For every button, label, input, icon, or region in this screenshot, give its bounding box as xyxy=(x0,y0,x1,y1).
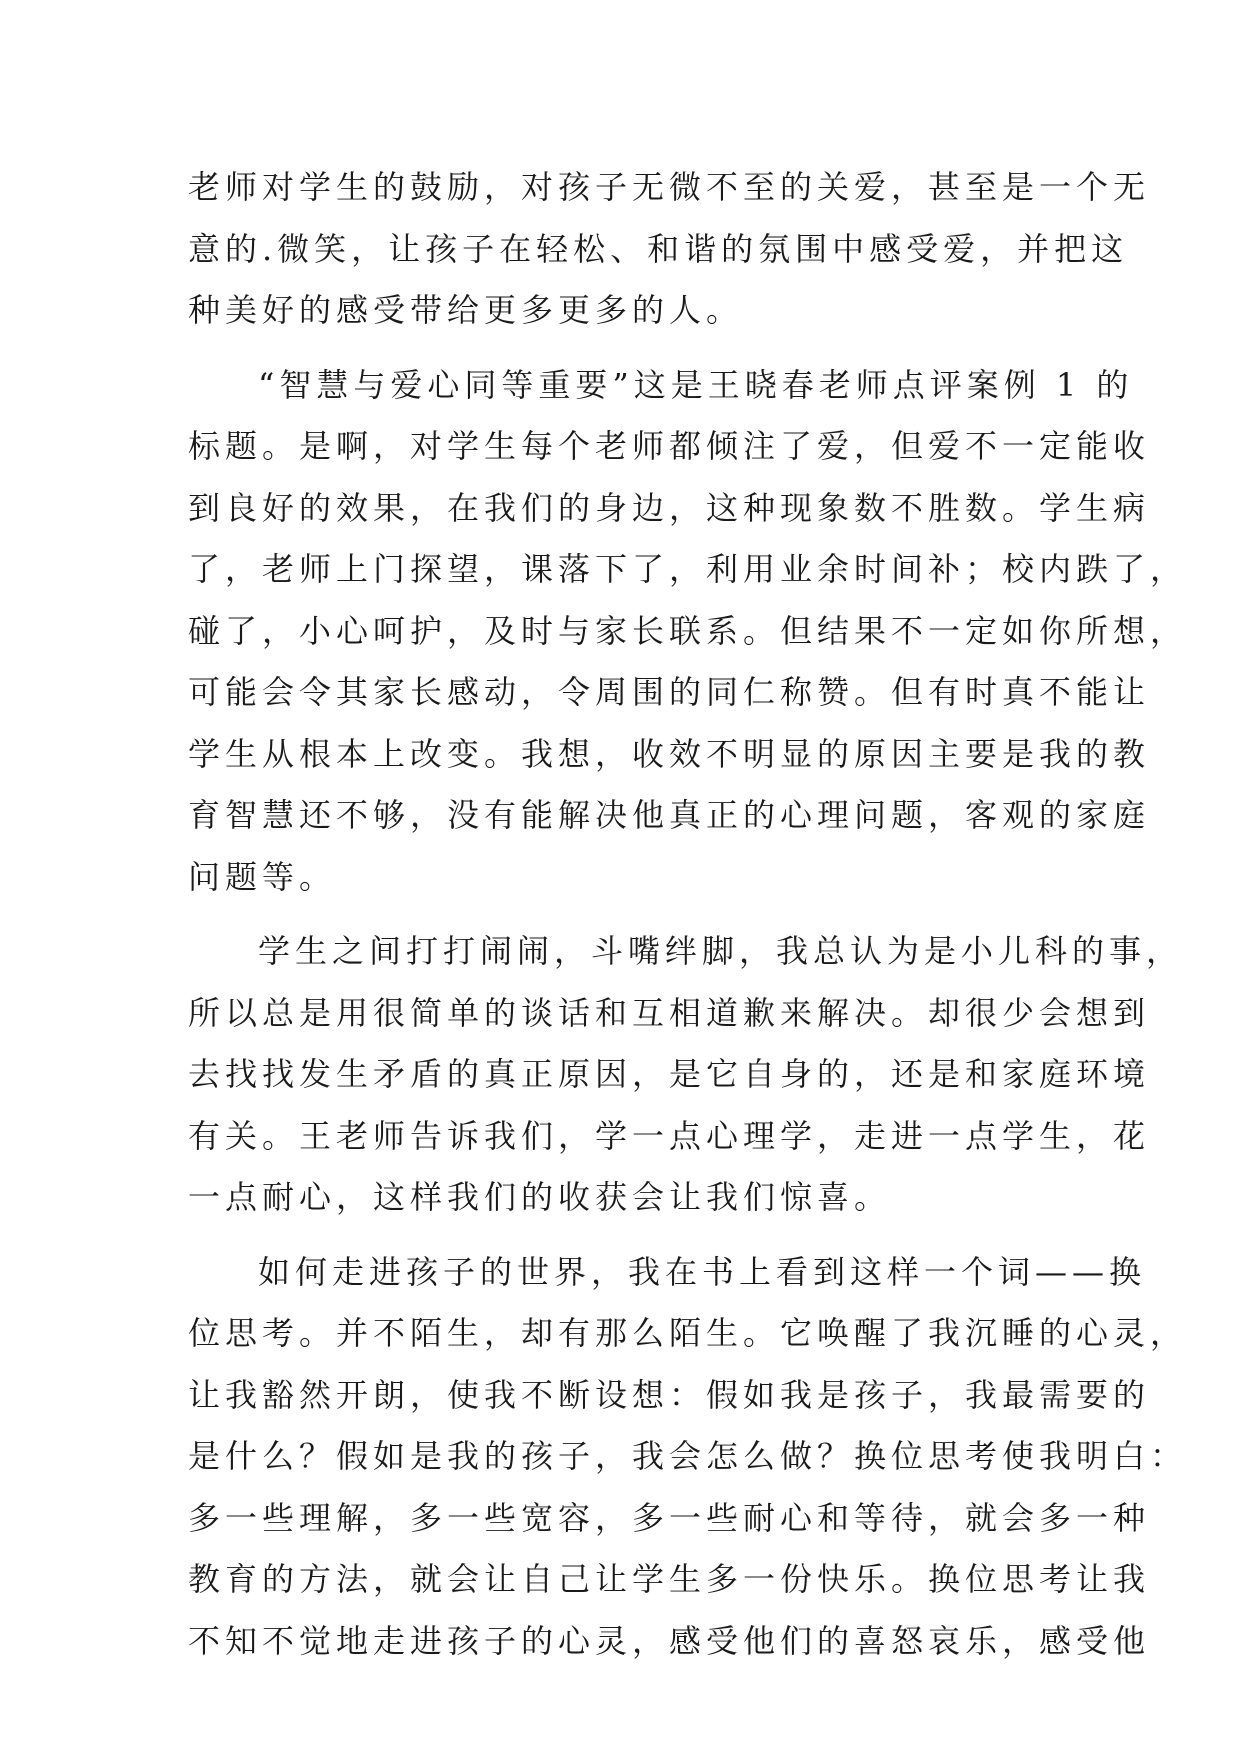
text-line: 碰了，小心呵护，及时与家长联系。但结果不一定如你所想， xyxy=(188,611,1188,650)
text-line: 学生从根本上改变。我想，收效不明显的原因主要是我的教 xyxy=(188,734,1151,773)
text-line: 意的.微笑，让孩子在轻松、和谐的氛围中感受爱，并把这 xyxy=(188,229,1129,268)
document-body xyxy=(188,157,1188,1672)
text-line: 位思考。并不陌生，却有那么陌生。它唤醒了我沉睡的心灵， xyxy=(188,1314,1188,1352)
text-line: 一点耐心，这样我们的收获会让我们惊喜。 xyxy=(188,1178,892,1216)
text-line: “智慧与爱心同等重要”这是王晓春老师点评案例 1 的 xyxy=(258,365,1134,404)
text-line: 育智慧还不够，没有能解决他真正的心理问题，客观的家庭 xyxy=(188,796,1151,834)
text-line: 不知不觉地走进孩子的心灵，感受他们的喜怒哀乐，感受他 xyxy=(188,1621,1151,1660)
text-line: 种美好的感受带给更多更多的人。 xyxy=(188,291,744,329)
paragraph xyxy=(188,157,1151,342)
text-line: 如何走进孩子的世界，我在书上看到这样一个词——换 xyxy=(258,1252,1147,1291)
text-line: 去找找发生矛盾的真正原因，是它自身的，还是和家庭环境 xyxy=(188,1055,1151,1093)
text-line: 标题。是啊，对学生每个老师都倾注了爱，但爱不一定能收 xyxy=(188,427,1151,465)
text-line: 多一些理解，多一些宽容，多一些耐心和等待，就会多一种 xyxy=(188,1498,1151,1537)
text-line: 老师对学生的鼓励，对孩子无微不至的关爱，甚至是一个无 xyxy=(188,168,1151,206)
paragraph xyxy=(188,355,1188,909)
text-line: 了，老师上门探望，课落下了，利用业余时间补；校内跌了， xyxy=(188,550,1188,588)
text-line: 问题等。 xyxy=(188,857,337,896)
text-line: 是什么？假如是我的孩子，我会怎么做？换位思考使我明白： xyxy=(188,1437,1188,1475)
paragraph xyxy=(188,921,1184,1229)
text-line: 学生之间打打闹闹，斗嘴绊脚，我总认为是小儿科的事， xyxy=(258,932,1184,970)
text-line: 可能会令其家长感动，令周围的同仁称赞。但有时真不能让 xyxy=(188,673,1151,711)
paragraph xyxy=(188,1242,1188,1673)
text-line: 教育的方法，就会让自己让学生多一份快乐。换位思考让我 xyxy=(188,1560,1151,1598)
text-line: 有关。王老师告诉我们，学一点心理学，走进一点学生，花 xyxy=(188,1116,1151,1155)
text-line: 到良好的效果，在我们的身边，这种现象数不胜数。学生病 xyxy=(188,488,1151,527)
text-line: 让我豁然开朗，使我不断设想：假如我是孩子，我最需要的 xyxy=(188,1375,1151,1414)
text-line: 所以总是用很简单的谈话和互相道歉来解决。却很少会想到 xyxy=(188,993,1151,1032)
